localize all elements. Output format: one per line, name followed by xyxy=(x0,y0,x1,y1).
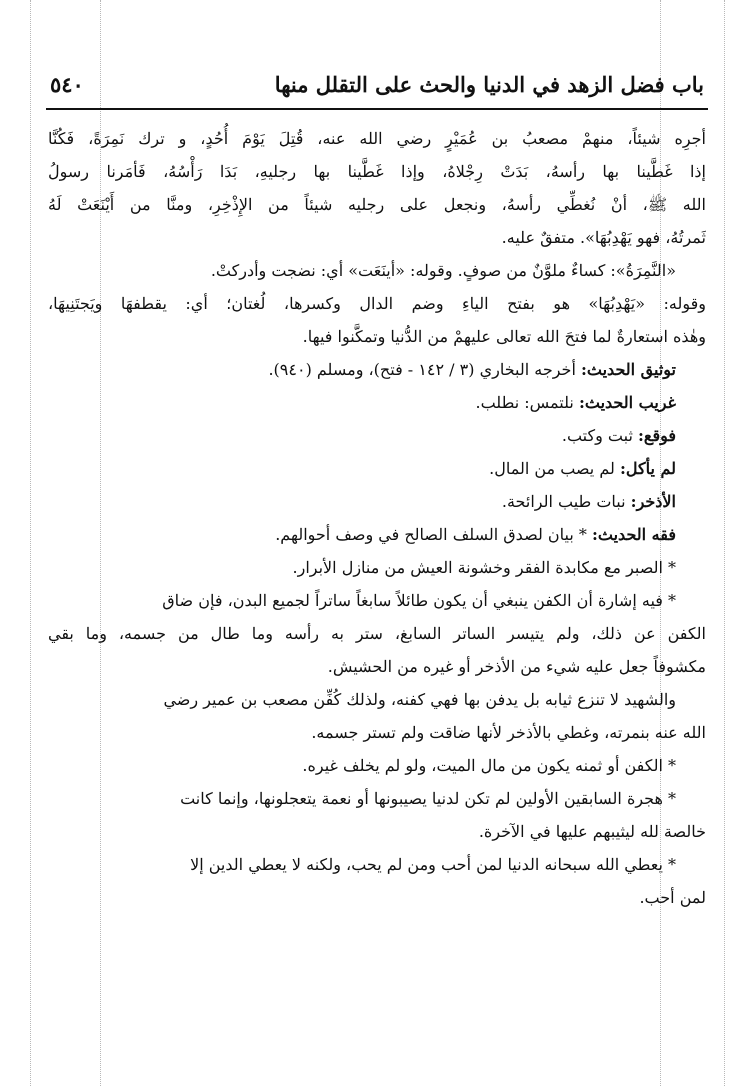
line-text: إذا غَطَّينا بها رأسهُ، بَدَتْ رِجْلاهُ، وإذا غَطَّينا بها رجليهِ، بَدَا رَأْسُهُ، فَأمَرنا رسولُ xyxy=(48,162,706,181)
scan-guide-left xyxy=(30,0,31,1086)
text-line xyxy=(48,848,706,881)
text-line xyxy=(48,749,706,782)
text-line xyxy=(48,485,706,518)
text-line xyxy=(48,551,706,584)
section-label: غريب الحديث: xyxy=(578,393,676,412)
line-text: لم يصب من المال. xyxy=(489,459,620,478)
line-text: أجرِه شيئاً، منهمْ مصعبُ بن عُمَيْرٍ رضي الله عنه، قُتِلَ يَوْمَ أُحُدٍ، و ترك نَمِرَةً، فَكُنَّا xyxy=(48,129,706,148)
line-text: ثَمرتُهُ، فهو يَهْدِبُهَا». متفقٌ عليه. xyxy=(501,228,706,247)
line-text: الله ﷺ، أنْ نُغطِّي رأسهُ، ونجعل على رجليه شيئاً من الإِذْخِرِ، ومنَّا من أَيْنَعَتْ لَهُ xyxy=(48,195,706,214)
line-text: ثبت وكتب. xyxy=(561,426,639,445)
text-line xyxy=(48,419,706,452)
text-line xyxy=(48,452,706,485)
text-line xyxy=(48,221,706,254)
text-line xyxy=(48,254,706,287)
text-line xyxy=(48,782,706,815)
running-header xyxy=(46,68,708,110)
line-text: * بيان لصدق السلف الصالح في وصف أحوالهم. xyxy=(275,525,592,544)
line-text: * الصبر مع مكابدة الفقر وخشونة العيش من منازل الأبرار. xyxy=(292,558,676,577)
page-body xyxy=(48,122,706,914)
text-line xyxy=(48,155,706,188)
text-line xyxy=(48,815,706,848)
section-label: فقه الحديث: xyxy=(591,525,676,544)
text-line xyxy=(48,617,706,650)
line-text: «النَّمِرَةُ»: كساءٌ ملوَّنٌ من صوفٍ. وقوله: «أينَعَت» أي: نضجت وأدركتْ. xyxy=(210,261,676,280)
header-title: باب فضل الزهد في الدنيا والحث على التقلل منها xyxy=(274,72,704,97)
text-line xyxy=(48,518,706,551)
text-line xyxy=(48,650,706,683)
line-text: * فيه إشارة أن الكفن ينبغي أن يكون طائلاً سابغاً ساتراً لجميع البدن، فإن ضاق xyxy=(162,591,676,610)
section-label: توثيق الحديث: xyxy=(580,360,676,379)
line-text: نلتمس: نطلب. xyxy=(475,393,579,412)
line-text: وقوله: «يَهْدِبُهَا» هو بفتح الياءِ وضم الدال وكسرها، لُغتان؛ أي: يقطفهَا ويَجتَنِيهَا، xyxy=(48,294,706,313)
line-text: * الكفن أو ثمنه يكون من مال الميت، ولو لم يخلف غيره. xyxy=(302,756,676,775)
line-text: * هجرة السابقين الأولين لم تكن لدنيا يصيبونها أو نعمة يتعجلونها، وإنما كانت xyxy=(180,789,676,808)
line-text: نبات طيب الرائحة. xyxy=(501,492,631,511)
line-text: مكشوفاً جعل عليه شيء من الأذخر أو غيره من الحشيش. xyxy=(327,657,706,676)
text-line xyxy=(48,320,706,353)
text-line xyxy=(48,584,706,617)
text-line xyxy=(48,287,706,320)
line-text: الله عنه بنمرته، وغطي بالأذخر لأنها ضاقت ولم تستر جسمه. xyxy=(311,723,706,742)
section-label: فوقع: xyxy=(638,426,676,445)
line-text: لمن أحب. xyxy=(639,888,706,907)
line-text: أخرجه البخاري (٣ / ١٤٢ - فتح)، ومسلم (٩٤٠). xyxy=(268,360,581,379)
line-text: * يعطي الله سبحانه الدنيا لمن أحب ومن لم يحب، ولكنه لا يعطي الدين إلا xyxy=(190,855,676,874)
section-label: الأذخر: xyxy=(630,492,676,511)
scan-guide-right xyxy=(724,0,725,1086)
line-text: والشهيد لا تنزع ثيابه بل يدفن بها فهي كفنه، ولذلك كُفِّن مصعب بن عمير رضي xyxy=(163,690,676,709)
line-text: خالصة لله ليثيبهم عليها في الآخرة. xyxy=(478,822,706,841)
line-text: وهٰذه استعارةٌ لما فتحَ الله تعالى عليهمْ من الدُّنيا وتمكَّنوا فيها. xyxy=(302,327,706,346)
text-line xyxy=(48,386,706,419)
text-line xyxy=(48,716,706,749)
text-line xyxy=(48,188,706,221)
text-line xyxy=(48,683,706,716)
line-text: الكفن عن ذلك، ولم يتيسر الساتر السابغ، ستر به رأسه وما طال من جسمه، وما بقي xyxy=(48,624,706,643)
page-number: ٥٤٠ xyxy=(50,72,84,97)
text-line xyxy=(48,353,706,386)
text-line xyxy=(48,122,706,155)
text-line xyxy=(48,881,706,914)
section-label: لم يأكل: xyxy=(619,459,676,478)
